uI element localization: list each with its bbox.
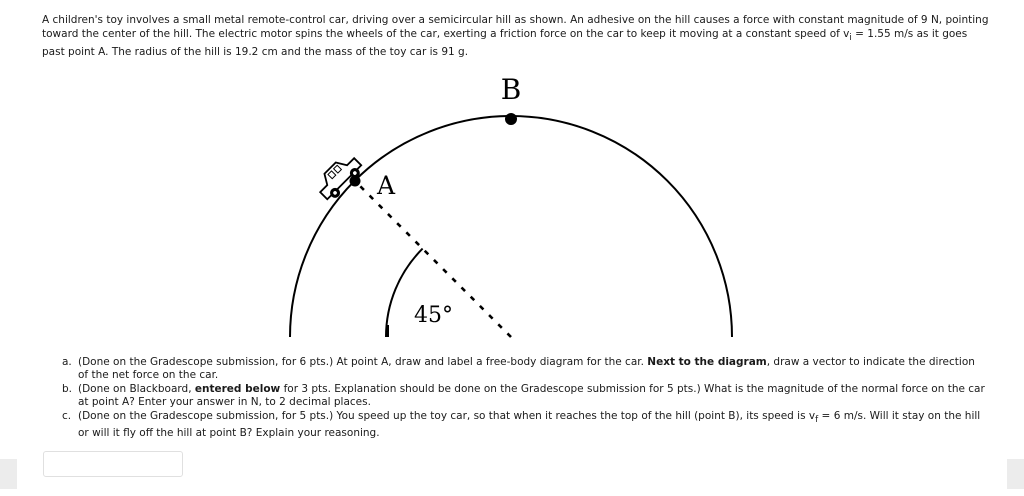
label-b: B: [500, 73, 522, 106]
question-marker: a.: [62, 356, 72, 368]
vf-subscript: f: [815, 415, 819, 426]
question-c: [62, 410, 987, 440]
question-a: [62, 356, 987, 382]
question-b: [62, 383, 987, 409]
problem-text-1: A children's toy involves a small metal remote-control car, driving over a semicircular hill as shown. An adhesive on the hill causes a force with constant magnitude of 9 N, pointing toward the center of the hill. The electric motor spins the wheels of the car, exerting a friction force on the car to keep it moving at a constant speed of v: [42, 14, 989, 40]
question-bold-text: entered below: [194, 383, 281, 395]
question-text: , draw a vector to indicate the direction of the net force on the car.: [78, 356, 975, 381]
question-text: (Done on Blackboard,: [78, 383, 195, 395]
problem-statement: [42, 13, 992, 59]
question-text: (Done on the Gradescope submission, for 6 pts.) At point A, draw and label a free-body diagram for the car.: [78, 356, 648, 368]
answer-input[interactable]: [43, 451, 183, 477]
question-marker: b.: [62, 383, 73, 395]
question-bold-text: Next to the diagram: [647, 356, 767, 368]
vi-subscript: i: [849, 33, 852, 44]
hill-arc: [290, 116, 732, 337]
question-text: (Done on the Gradescope submission, for 5 pts.) You speed up the toy car, so that when it reaches the top of the hill (point B), its speed is v: [78, 410, 816, 422]
label-a: A: [377, 171, 396, 200]
right-edge-panel: [1007, 459, 1024, 489]
hill-diagram: [270, 68, 770, 348]
question-marker: c.: [62, 410, 72, 422]
problem-text-2: = 1.55 m/s as it goes past point A. The radius of the hill is 19.2 cm and the mass of the toy car is 91 g.: [42, 28, 968, 59]
question-text: = 6 m/s. Will it stay on the hill or will it fly off the hill at point B? Explain your reasoning.: [78, 410, 981, 440]
angle-label: 45°: [414, 303, 453, 328]
point-b-dot: [505, 113, 517, 125]
question-list: [62, 356, 987, 441]
question-text: for 3 pts. Explanation should be done on the Gradescope submission for 5 pts.) What is the magnitude of the normal force on the car at point A? Enter your answer in N, to 2 decimal places.: [78, 383, 985, 408]
left-edge-panel: [0, 459, 17, 489]
